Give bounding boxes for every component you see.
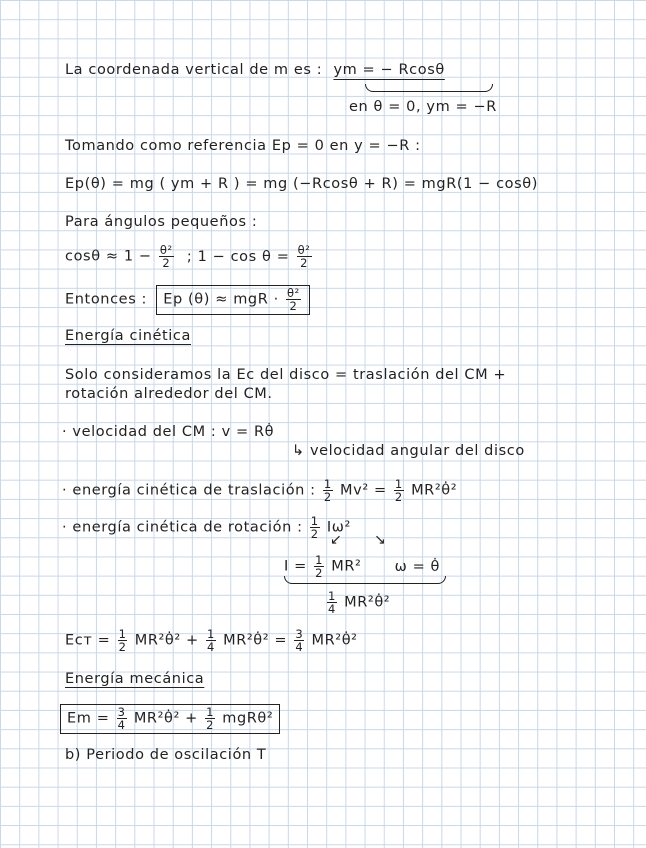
line-vertical-coordinate — [65, 62, 445, 78]
fraction-theta-sq-over-2: $\frac{\text{θ²}}{2}$ — [159, 243, 173, 270]
line-solo-consideramos — [65, 367, 506, 383]
eq-mr2-theta-dot2: MR²θ̇² — [411, 482, 458, 499]
fraction-half-c: $\frac{1}{2}$ — [310, 514, 319, 541]
text-velocidad-angular: ↳ velocidad angular del disco — [292, 443, 525, 459]
line-rotacion-cm — [65, 386, 273, 402]
line-velocidad-cm — [62, 424, 274, 440]
eq-ect-term1: MR²θ̇² + — [134, 632, 199, 649]
fraction-half-e: $\frac{1}{2}$ — [118, 627, 127, 654]
eq-omega: ω = θ̇ — [394, 558, 441, 575]
boxed-em: Em = $\frac{3}{4}$ MR²θ̇² + $\frac{1}{2}$ mgRθ² — [60, 704, 280, 734]
line-ec-traslacion — [62, 478, 457, 503]
line-velocidad-angular — [292, 443, 525, 459]
line-ep-theta — [65, 176, 538, 192]
text-entonces: Entonces : — [65, 291, 148, 308]
brace-inertia-omega — [284, 576, 446, 584]
text-periodo: b) Periodo de oscilación T — [65, 747, 267, 763]
text-ec-rotacion: · energía cinética de rotación : — [62, 519, 303, 536]
text-rotacion-cm: rotación alrededor del CM. — [65, 386, 273, 402]
eq-ym: ym = − Rcosθ — [333, 62, 445, 78]
line-em — [60, 704, 280, 734]
text-velocidad-cm: · velocidad del CM : v = Rθ̇ — [62, 424, 275, 440]
line-cos-approx — [65, 244, 314, 269]
eq-inertia: I = — [284, 558, 307, 575]
eq-one-minus-cos: ; 1 − cos θ = — [186, 248, 290, 265]
eq-i-omega2: Iω² — [326, 519, 351, 536]
heading-energia-mecanica: Energía mecánica — [65, 671, 205, 687]
line-ec-rotacion — [62, 515, 351, 540]
line-entonces — [65, 285, 310, 315]
fraction-half-d: $\frac{1}{2}$ — [315, 553, 323, 580]
text-vertical-coordinate: La coordenada vertical de m es : — [65, 62, 323, 78]
brace-ym — [365, 84, 493, 92]
line-ect — [65, 628, 358, 653]
eq-ect-label: Ecт = — [65, 632, 111, 649]
text-reference: Tomando como referencia Ep = 0 en y = −R : — [65, 138, 421, 154]
text-ec-traslacion: · energía cinética de traslación : — [62, 482, 316, 499]
eq-mr2: MR² — [331, 558, 362, 575]
boxed-ep-approx: Ep (θ) ≈ mgR · $\frac{\text{θ²}}{2}$ — [156, 285, 310, 315]
heading-energia-cinetica: Energía cinética — [65, 328, 191, 344]
eq-quarter-term: MR²θ̇² — [344, 594, 391, 611]
text-theta-zero: en θ = 0, ym = −R — [349, 99, 497, 115]
line-periodo — [65, 747, 266, 763]
text-solo-consideramos: Solo consideramos la Ec del disco = traslación del CM + — [65, 367, 507, 383]
fraction-quarter-b: $\frac{1}{4}$ — [206, 627, 215, 654]
eq-ect-result: MR²θ̇² — [311, 632, 358, 649]
fraction-half-b: $\frac{1}{2}$ — [394, 477, 403, 504]
line-theta-zero — [349, 99, 497, 115]
text-small-angles: Para ángulos pequeños : — [65, 214, 258, 230]
fraction-three-quarters: $\frac{3}{4}$ — [295, 627, 304, 654]
eq-mv2: Mv² = — [340, 482, 387, 499]
line-reference — [65, 138, 421, 154]
line-quarter-term — [325, 590, 390, 615]
fraction-quarter: $\frac{1}{4}$ — [328, 589, 336, 616]
arrow-left-icon: ↙ — [330, 532, 342, 548]
arrow-right-icon: ↘ — [374, 532, 386, 548]
eq-cos-approx: cosθ ≈ 1 − — [65, 248, 152, 265]
eq-ep-theta: Ep(θ) = mg ( ym + R ) = mg (−Rcosθ + R) = mgR(1 − cosθ) — [65, 176, 539, 192]
fraction-theta-sq-over-2-b: $\frac{\text{θ²}}{2}$ — [297, 243, 311, 270]
line-small-angles — [65, 214, 257, 230]
fraction-half: $\frac{1}{2}$ — [323, 477, 332, 504]
eq-ect-term2: MR²θ̇² = — [223, 632, 288, 649]
